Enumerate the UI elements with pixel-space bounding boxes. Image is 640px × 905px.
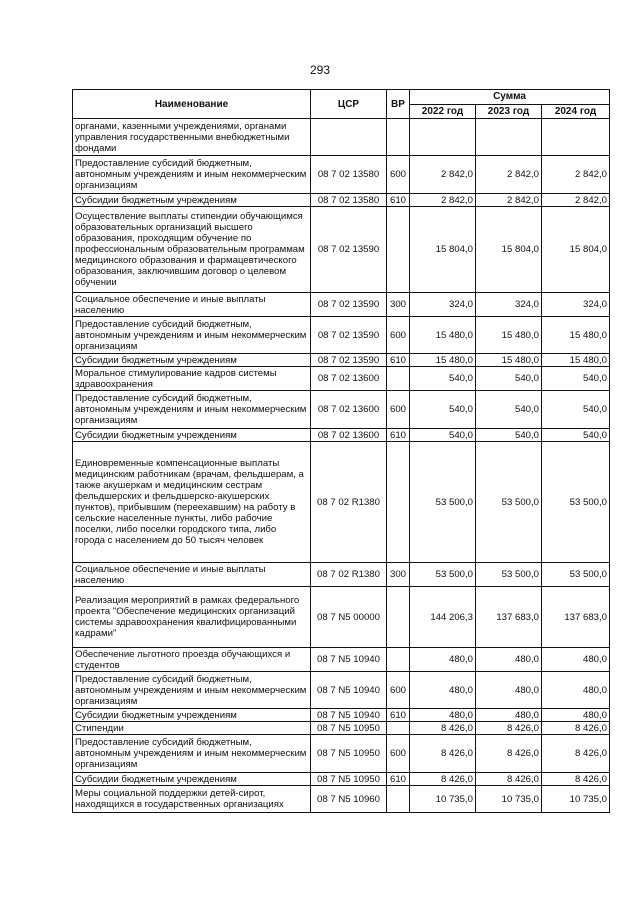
cell-name: Реализация мероприятий в рамках федерального проекта "Обеспечение медицинских организаций системы здравоохранения квалифицированными кадрами" bbox=[73, 587, 311, 648]
cell-vr: 610 bbox=[387, 429, 410, 442]
table-row bbox=[73, 317, 610, 354]
cell-2024: 137 683,0 bbox=[542, 587, 610, 648]
cell-vr: 600 bbox=[387, 391, 410, 429]
cell-2024: 15 480,0 bbox=[542, 317, 610, 354]
table-row bbox=[73, 773, 610, 786]
cell-2023: 53 500,0 bbox=[476, 563, 542, 587]
cell-csr: 08 7 02 13600 bbox=[311, 429, 387, 442]
cell-name: Предоставление субсидий бюджетным, автономным учреждениям и иным некоммерческим организациям bbox=[73, 391, 311, 429]
table-header bbox=[73, 90, 610, 119]
cell-name: Субсидии бюджетным учреждениям bbox=[73, 773, 311, 786]
table-row bbox=[73, 672, 610, 709]
cell-2024: 480,0 bbox=[542, 672, 610, 709]
cell-name: Обеспечение льготного проезда обучающихся и студентов bbox=[73, 648, 311, 672]
cell-vr bbox=[387, 722, 410, 735]
cell-csr: 08 7 N5 10940 bbox=[311, 648, 387, 672]
table-row bbox=[73, 293, 610, 317]
cell-2022: 53 500,0 bbox=[410, 563, 476, 587]
cell-name: Субсидии бюджетным учреждениям bbox=[73, 354, 311, 367]
cell-vr bbox=[387, 119, 410, 156]
cell-csr: 08 7 N5 10960 bbox=[311, 786, 387, 813]
cell-2022: 8 426,0 bbox=[410, 735, 476, 773]
cell-vr: 610 bbox=[387, 709, 410, 722]
cell-2023: 2 842,0 bbox=[476, 156, 542, 194]
cell-2023: 8 426,0 bbox=[476, 735, 542, 773]
cell-2024: 15 804,0 bbox=[542, 207, 610, 293]
cell-csr: 08 7 02 13600 bbox=[311, 367, 387, 391]
cell-vr: 600 bbox=[387, 317, 410, 354]
cell-2022: 540,0 bbox=[410, 367, 476, 391]
cell-vr: 600 bbox=[387, 735, 410, 773]
cell-vr bbox=[387, 367, 410, 391]
cell-csr: 08 7 02 13600 bbox=[311, 391, 387, 429]
cell-2023: 53 500,0 bbox=[476, 442, 542, 563]
table-row bbox=[73, 207, 610, 293]
cell-2024: 10 735,0 bbox=[542, 786, 610, 813]
table-body bbox=[73, 119, 610, 813]
cell-name: Моральное стимулирование кадров системы здравоохранения bbox=[73, 367, 311, 391]
cell-2024: 540,0 bbox=[542, 429, 610, 442]
cell-name: Предоставление субсидий бюджетным, автономным учреждениям и иным некоммерческим организациям bbox=[73, 735, 311, 773]
cell-2023: 137 683,0 bbox=[476, 587, 542, 648]
cell-csr bbox=[311, 119, 387, 156]
table-row bbox=[73, 648, 610, 672]
cell-name: Осуществление выплаты стипендии обучающимся образовательных организаций высшего образования, проходящим обучение по профессиональным образовательным программам медицинского образования и фармацевтического образования, заключившим договор о целевом обучении bbox=[73, 207, 311, 293]
cell-2022: 8 426,0 bbox=[410, 773, 476, 786]
cell-2023: 8 426,0 bbox=[476, 773, 542, 786]
cell-2023: 480,0 bbox=[476, 709, 542, 722]
cell-2023: 10 735,0 bbox=[476, 786, 542, 813]
cell-name: Единовременные компенсационные выплаты медицинским работникам (врачам, фельдшерам, а также акушеркам и медицинским сестрам фельдшерских и фельдшерско-акушерских пунктов), прибывшим (переехавшим) на работу в сельские населенные пункты, либо рабочие поселки, либо поселки городского типа, либо города с населением до 50 тысяч человек bbox=[73, 442, 311, 563]
column-header-vr: ВР bbox=[387, 90, 410, 119]
cell-2022: 480,0 bbox=[410, 648, 476, 672]
cell-2022 bbox=[410, 119, 476, 156]
cell-2024: 8 426,0 bbox=[542, 722, 610, 735]
cell-2024: 540,0 bbox=[542, 391, 610, 429]
cell-name: Предоставление субсидий бюджетным, автономным учреждениям и иным некоммерческим организациям bbox=[73, 156, 311, 194]
cell-2023: 480,0 bbox=[476, 672, 542, 709]
cell-2024: 53 500,0 bbox=[542, 563, 610, 587]
cell-csr: 08 7 02 13580 bbox=[311, 156, 387, 194]
cell-2023: 540,0 bbox=[476, 367, 542, 391]
cell-vr bbox=[387, 207, 410, 293]
table-row bbox=[73, 391, 610, 429]
table-row bbox=[73, 194, 610, 207]
cell-2023: 540,0 bbox=[476, 429, 542, 442]
cell-2023: 540,0 bbox=[476, 391, 542, 429]
cell-csr: 08 7 02 13590 bbox=[311, 293, 387, 317]
cell-2024 bbox=[542, 119, 610, 156]
table-row bbox=[73, 786, 610, 813]
cell-2024: 480,0 bbox=[542, 709, 610, 722]
cell-vr bbox=[387, 786, 410, 813]
cell-name: Социальное обеспечение и иные выплаты населению bbox=[73, 563, 311, 587]
column-header-sum: Сумма bbox=[410, 90, 610, 105]
table-row bbox=[73, 735, 610, 773]
cell-csr: 08 7 02 R1380 bbox=[311, 563, 387, 587]
table-row bbox=[73, 156, 610, 194]
cell-name: органами, казенными учреждениями, органами управления государственными внебюджетными фондами bbox=[73, 119, 311, 156]
budget-table bbox=[72, 89, 610, 813]
cell-2024: 2 842,0 bbox=[542, 194, 610, 207]
cell-2023: 324,0 bbox=[476, 293, 542, 317]
cell-2024: 540,0 bbox=[542, 367, 610, 391]
cell-2023: 15 804,0 bbox=[476, 207, 542, 293]
cell-2023: 480,0 bbox=[476, 648, 542, 672]
cell-csr: 08 7 N5 10940 bbox=[311, 672, 387, 709]
cell-vr: 300 bbox=[387, 293, 410, 317]
cell-2023: 8 426,0 bbox=[476, 722, 542, 735]
cell-2022: 480,0 bbox=[410, 709, 476, 722]
cell-2024: 324,0 bbox=[542, 293, 610, 317]
cell-name: Предоставление субсидий бюджетным, автономным учреждениям и иным некоммерческим организациям bbox=[73, 672, 311, 709]
cell-csr: 08 7 02 13580 bbox=[311, 194, 387, 207]
table-row bbox=[73, 119, 610, 156]
page-number: 293 bbox=[309, 63, 331, 77]
cell-csr: 08 7 02 13590 bbox=[311, 317, 387, 354]
cell-name: Субсидии бюджетным учреждениям bbox=[73, 429, 311, 442]
cell-csr: 08 7 02 R1380 bbox=[311, 442, 387, 563]
cell-2022: 53 500,0 bbox=[410, 442, 476, 563]
column-header-year-2022: 2022 год bbox=[410, 104, 476, 119]
cell-vr: 610 bbox=[387, 354, 410, 367]
cell-name: Социальное обеспечение и иные выплаты населению bbox=[73, 293, 311, 317]
cell-2022: 15 480,0 bbox=[410, 317, 476, 354]
table-row bbox=[73, 442, 610, 563]
cell-name: Предоставление субсидий бюджетным, автономным учреждениям и иным некоммерческим организациям bbox=[73, 317, 311, 354]
table-row bbox=[73, 354, 610, 367]
cell-name: Субсидии бюджетным учреждениям bbox=[73, 194, 311, 207]
cell-vr: 300 bbox=[387, 563, 410, 587]
cell-2024: 8 426,0 bbox=[542, 773, 610, 786]
cell-vr bbox=[387, 587, 410, 648]
cell-2022: 15 480,0 bbox=[410, 354, 476, 367]
cell-csr: 08 7 02 13590 bbox=[311, 354, 387, 367]
cell-2022: 10 735,0 bbox=[410, 786, 476, 813]
cell-csr: 08 7 N5 10950 bbox=[311, 735, 387, 773]
cell-name: Субсидии бюджетным учреждениям bbox=[73, 709, 311, 722]
cell-2024: 53 500,0 bbox=[542, 442, 610, 563]
cell-vr: 600 bbox=[387, 672, 410, 709]
cell-2022: 8 426,0 bbox=[410, 722, 476, 735]
cell-name: Меры социальной поддержки детей-сирот, находящихся в государственных организациях bbox=[73, 786, 311, 813]
cell-2022: 2 842,0 bbox=[410, 156, 476, 194]
cell-csr: 08 7 N5 10940 bbox=[311, 709, 387, 722]
table-row bbox=[73, 722, 610, 735]
table-row bbox=[73, 563, 610, 587]
cell-2023: 15 480,0 bbox=[476, 317, 542, 354]
cell-vr: 610 bbox=[387, 194, 410, 207]
cell-csr: 08 7 N5 10950 bbox=[311, 722, 387, 735]
column-header-csr: ЦСР bbox=[311, 90, 387, 119]
cell-vr bbox=[387, 442, 410, 563]
cell-2022: 144 206,3 bbox=[410, 587, 476, 648]
cell-vr: 610 bbox=[387, 773, 410, 786]
cell-2024: 480,0 bbox=[542, 648, 610, 672]
column-header-year-2023: 2023 год bbox=[476, 104, 542, 119]
cell-2022: 324,0 bbox=[410, 293, 476, 317]
cell-2024: 2 842,0 bbox=[542, 156, 610, 194]
table-row bbox=[73, 587, 610, 648]
cell-2023: 15 480,0 bbox=[476, 354, 542, 367]
table-row bbox=[73, 429, 610, 442]
cell-2024: 15 480,0 bbox=[542, 354, 610, 367]
cell-vr bbox=[387, 648, 410, 672]
cell-csr: 08 7 N5 00000 bbox=[311, 587, 387, 648]
cell-2024: 8 426,0 bbox=[542, 735, 610, 773]
table-row bbox=[73, 709, 610, 722]
cell-2023: 2 842,0 bbox=[476, 194, 542, 207]
cell-2023 bbox=[476, 119, 542, 156]
cell-2022: 540,0 bbox=[410, 391, 476, 429]
cell-vr: 600 bbox=[387, 156, 410, 194]
cell-2022: 2 842,0 bbox=[410, 194, 476, 207]
cell-csr: 08 7 N5 10950 bbox=[311, 773, 387, 786]
cell-csr: 08 7 02 13590 bbox=[311, 207, 387, 293]
column-header-year-2024: 2024 год bbox=[542, 104, 610, 119]
cell-2022: 480,0 bbox=[410, 672, 476, 709]
cell-name: Стипендии bbox=[73, 722, 311, 735]
cell-2022: 15 804,0 bbox=[410, 207, 476, 293]
column-header-name: Наименование bbox=[73, 90, 311, 119]
table-row bbox=[73, 367, 610, 391]
cell-2022: 540,0 bbox=[410, 429, 476, 442]
